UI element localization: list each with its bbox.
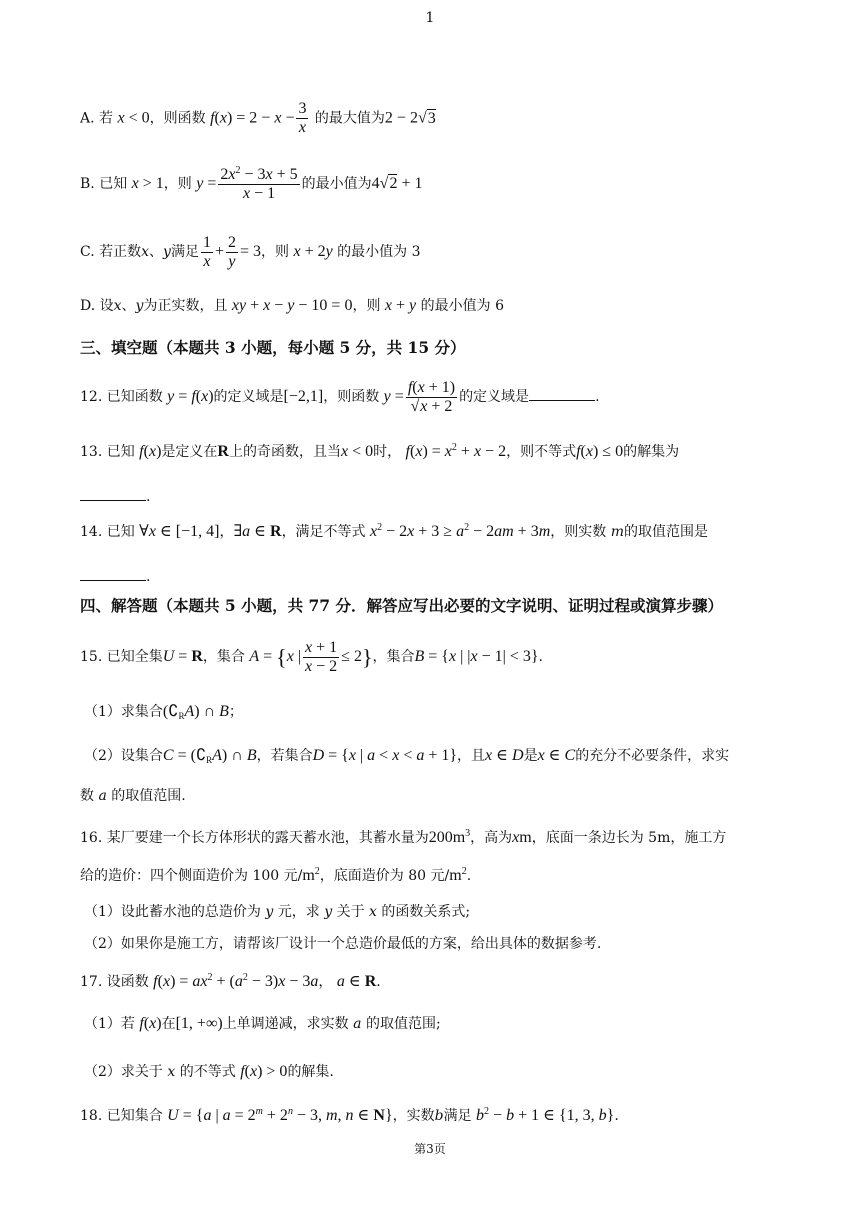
answer-blank[interactable] [80,486,146,501]
question-17-part-1: （1）若 f(x)在[1, +∞)上单调递减，求实数 a 的取值范围; [84,1015,441,1032]
answer-blank[interactable] [80,566,146,581]
question-15: 15. 已知全集U = R，集合 A = {x | $\frac{x + 1}{x - 2}$ ≤ 2}，集合B = {x | |x − 1| < 3}. [80,638,543,675]
option-b: B. 已知 x > 1，则 y = $\frac{2x^2 - 3x + 5}{x - 1}$ 的最小值为4√2 + 1 [80,164,423,202]
section-fill-in-title: 三、填空题（本题共 3 小题，每小题 5 分，共 15 分） [80,338,466,357]
question-15-part-1: （1）求集合$(∁_RA)$ ∩ B； [84,703,243,721]
question-12: 12. 已知函数 y = f(x)的定义域是[−2,1]，则函数 y = $\frac{f(x + 1)}{√x + 2}$ 的定义域是 . [80,378,600,415]
question-13-blank-line: . [80,486,782,507]
option-d: D. 设x、y为正实数，且 xy + x − y − 10 = 0，则 x + y 的最小值为 6 [80,297,504,314]
page-number: 1 [425,10,435,26]
question-17: 17. 设函数 $f(x) = ax^2 + (a^2 - 3)x - 3a$， a ∈ R. [80,972,381,990]
question-14: 14. 已知 ∀x ∈ [−1, 4]，∃a ∈ R，满足不等式 $x^2 - 2x + 3 \ge a^2 - 2am + 3m$，则实数 m的取值范围是 [80,522,708,540]
question-13: 13. 已知 f(x)是定义在R上的奇函数，且当x < 0时， $f(x) = x^2 + x - 2$，则不等式f(x) ≤ 0的解集为 [80,442,680,460]
page-footer: 第3页 [414,1142,446,1156]
question-16: 16. 某厂要建一个长方体形状的露天蓄水池，其蓄水量为$200m^3$，高为xm，底面一条边长为 5m，施工方 [80,828,727,846]
question-15-part-2: （2）设集合$C = (∁_RA)$ ∩ B，若集合D = {x | a < x < a + 1}，且x ∈ D是x ∈ C的充分不必要条件，求实 [84,747,730,765]
answer-blank[interactable] [529,386,595,401]
option-c: C. 若正数x、y满足 $\frac{1}{x}$ + $\frac{2}{y}$ = 3，则 x + 2y 的最小值为 3 [80,233,421,270]
section-solution-title: 四、解答题（本题共 5 小题，共 77 分．解答应写出必要的文字说明、证明过程或演算步骤） [80,596,723,615]
question-15-part-2-cont: 数 a 的取值范围. [80,788,186,804]
question-16-part-1: （1）设此蓄水池的总造价为 y 元，求 y 关于 x 的函数关系式; [84,904,471,920]
question-18: 18. 已知集合 U = {a | $a = 2^m + 2^n - 3$, m, n ∈ N}，实数b满足 $b^2 - b + 1$ ∈ {1, 3, b}. [80,1106,619,1124]
question-16-cont: 给的造价：四个侧面造价为 100 元$/m^2$，底面造价为 80 元$/m^2$. [80,866,472,884]
question-17-part-2: （2）求关于 x 的不等式 f(x) > 0的解集. [84,1063,334,1080]
question-14-blank-line: . [80,566,782,587]
option-a: A. 若 x < 0，则函数 f(x) = 2 − x − $\frac{3}{x}$ 的最大值为2 − 2√3 [80,100,436,136]
question-16-part-2: （2）如果你是施工方，请帮该厂设计一个总造价最低的方案，给出具体的数据参考. [84,936,602,952]
